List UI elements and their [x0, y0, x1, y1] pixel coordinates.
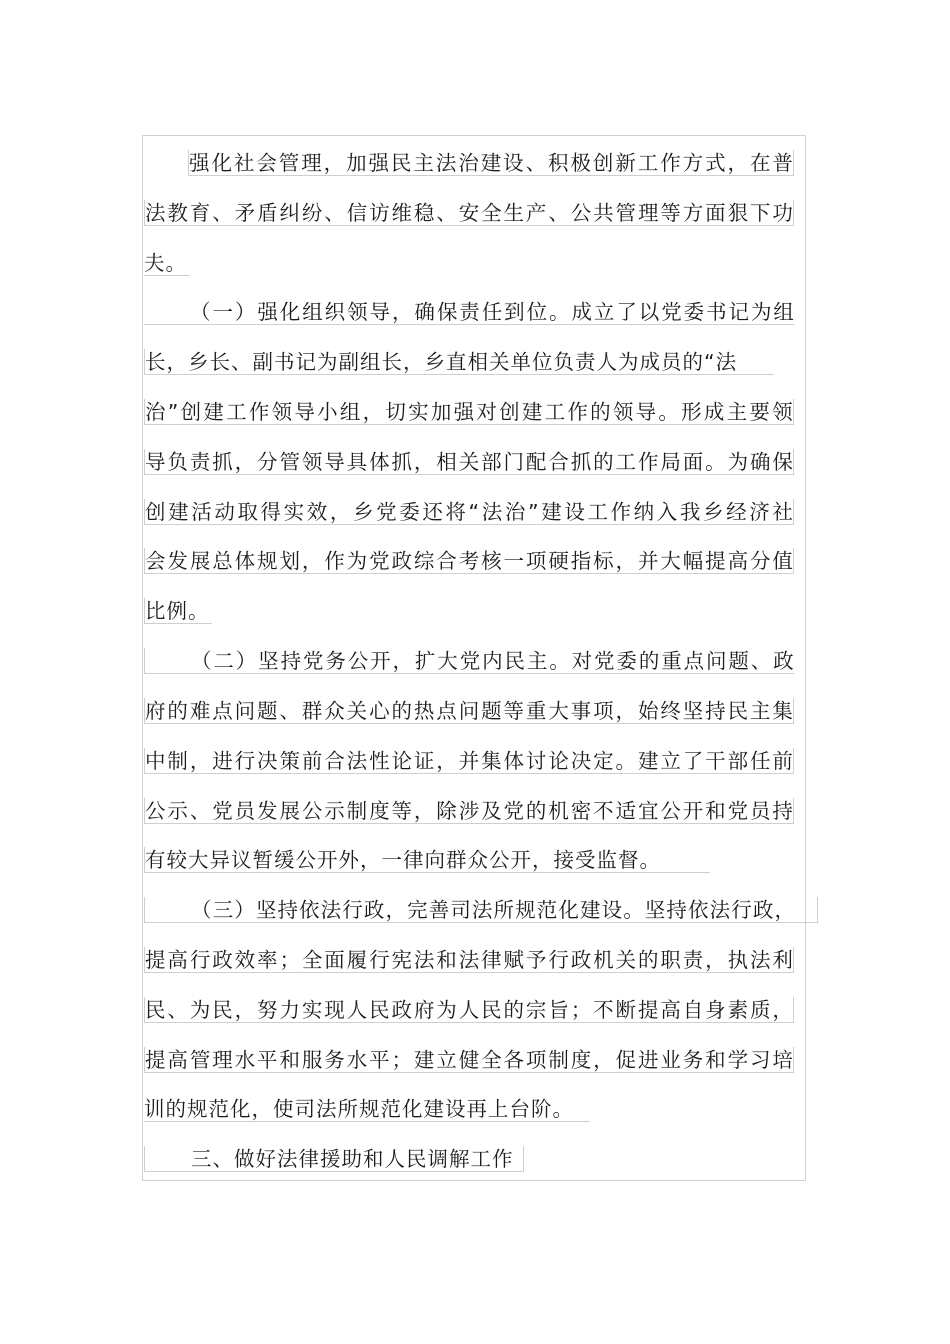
text-line: 创 建 活 动 取 得 实 效 ， 乡 党 委 还 将 “ 法 治 ” 建 设 工 作 纳 入 我 乡 经 济 社: [145, 500, 793, 524]
text-line: （ 一 ） 强 化 组 织 领 导 ， 确 保 责 任 到 位 。 成 立 了 以 党 委 书 记 为 组: [144, 299, 794, 325]
text-line: 提 高 管 理 水 平 和 服 务 水 平 ； 建 立 健 全 各 项 制 度 ， 促 进 业 务 和 学 习 培: [145, 1048, 793, 1072]
text-line: 治 ” 创 建 工 作 领 导 小 组 ， 切 实 加 强 对 创 建 工 作 的 领 导 。 形 成 主 要 领: [145, 400, 793, 424]
text-line: 夫。: [144, 250, 190, 276]
text-line: 提 高 行 政 效 率 ； 全 面 履 行 宪 法 和 法 律 赋 予 行 政 机 关 的 职 责 ， 执 法 利: [145, 948, 793, 972]
text-line: 比例。: [144, 598, 212, 624]
text-line: 长，乡长、副书记为副组长，乡直相关单位负责人为成员的“法: [144, 349, 774, 375]
text-line: 训的规范化，使司法所规范化建设再上台阶。: [144, 1096, 590, 1122]
text-line: （ 二 ） 坚 持 党 务 公 开 ， 扩 大 党 内 民 主 。 对 党 委 的 重 点 问 题 、 政: [144, 648, 794, 674]
text-line: 会 发 展 总 体 规 划 ， 作 为 党 政 综 合 考 核 一 项 硬 指 标 ， 并 大 幅 提 高 分 值: [145, 549, 793, 573]
text-line: 府 的 难 点 问 题 、 群 众 关 心 的 热 点 问 题 等 重 大 事 项 ， 始 终 坚 持 民 主 集: [145, 699, 793, 723]
text-line: 公 示 、 党 员 发 展 公 示 制 度 等 ， 除 涉 及 党 的 机 密 不 适 宜 公 开 和 党 员 持: [145, 799, 793, 823]
text-line: 民 、 为 民 ， 努 力 实 现 人 民 政 府 为 人 民 的 宗 旨 ； 不 断 提 高 自 身 素 质 ，: [145, 998, 793, 1022]
text-line: 有较大异议暂缓公开外，一律向群众公开，接受监督。: [144, 847, 710, 873]
text-line: 强 化 社 会 管 理 ， 加 强 民 主 法 治 建 设 、 积 极 创 新 工 作 方 式 ， 在 普: [189, 151, 793, 175]
text-line: 导 负 责 抓 ， 分 管 领 导 具 体 抓 ， 相 关 部 门 配 合 抓 的 工 作 局 面 。 为 确 保: [145, 450, 793, 474]
text-line: 法 教 育 、 矛 盾 纠 纷 、 信 访 维 稳 、 安 全 生 产 、 公 共 管 理 等 方 面 狠 下 功: [145, 201, 793, 225]
text-line: （ 三 ） 坚 持 依 法 行 政 ， 完 善 司 法 所 规 范 化 建 设 。 坚 持 依 法 行 政 ，: [144, 897, 818, 923]
section-heading: 三、做好法律援助和人民调解工作: [144, 1146, 524, 1172]
text-line: 中 制 ， 进 行 决 策 前 合 法 性 论 证 ， 并 集 体 讨 论 决 定 。 建 立 了 干 部 任 前: [145, 749, 793, 773]
